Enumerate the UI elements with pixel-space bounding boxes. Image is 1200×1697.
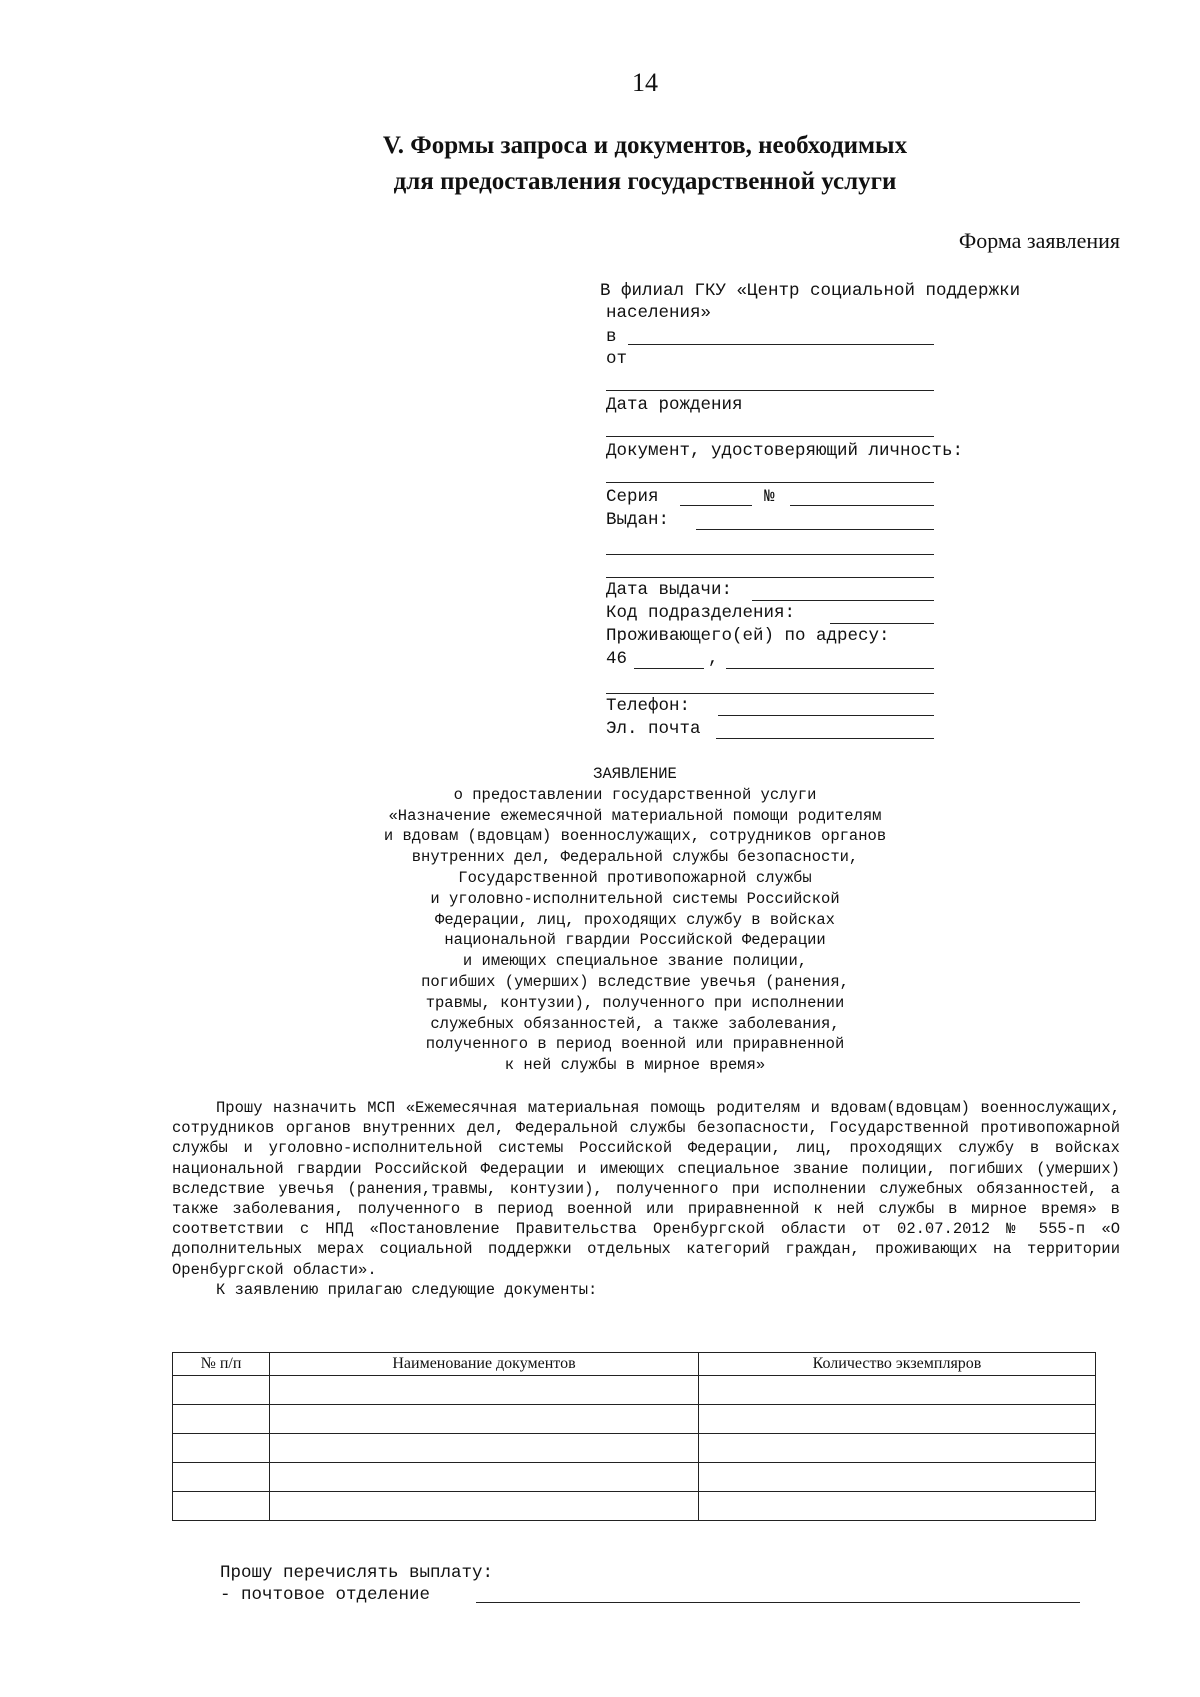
table-cell[interactable] xyxy=(173,1376,270,1405)
from-field-line[interactable] xyxy=(606,390,934,391)
statement-line: «Назначение ежемесячной материальной помощи родителям xyxy=(388,806,882,825)
id-document-label: Документ, удостоверяющий личность: xyxy=(606,441,964,461)
recipient-line-1: В филиал ГКУ «Центр социальной поддержки xyxy=(600,281,1021,301)
statement-subject xyxy=(0,785,1200,1076)
table-row xyxy=(173,1405,1096,1434)
address-field-line-1[interactable] xyxy=(726,668,934,669)
in-field-line[interactable] xyxy=(628,344,934,345)
statement-line: внутренних дел, Федеральной службы безопасности, xyxy=(411,848,859,867)
series-label: Серия xyxy=(606,487,659,507)
payout-postal-label: - почтовое отделение xyxy=(220,1585,431,1605)
table-row xyxy=(173,1434,1096,1463)
division-code-label: Код подразделения: xyxy=(606,603,796,623)
table-cell[interactable] xyxy=(699,1405,1096,1434)
request-paragraph: Прошу назначить МСП «Ежемесячная материальная помощь родителям и вдовам(вдовцам) военнослужащих, сотрудников органов внутренних дел, Федеральной службы безопасности, Государственной противопожарной службы и уголовно-исполнительной системы Российской Федерации, лиц, проходящих службу в войсках национальной гвардии Российской Федерации и имеющих специальное звание полиции, погибших (умерших) вследствие увечья (ранения,травмы, контузии), полученного при исполнении служебных обязанностей, а также заболевания, полученного в период военной или приравненной к ней службы в мирное время» в соответствии с НПД «Постановление Правительства Оренбургской области от 02.07.2012 № 555-п «О дополнительных мерах социальной поддержки отдельных категорий граждан, проживающих на территории Оренбургской области». xyxy=(172,1099,1120,1279)
table-cell[interactable] xyxy=(699,1463,1096,1492)
number-field-line[interactable] xyxy=(790,505,934,506)
phone-label: Телефон: xyxy=(606,696,691,716)
statement-line: погибших (умерших) вследствие увечья (ранения, xyxy=(421,972,849,991)
issue-date-label: Дата выдачи: xyxy=(606,580,733,600)
column-header-number: № п/п xyxy=(173,1353,270,1376)
table-cell[interactable] xyxy=(270,1463,699,1492)
issued-by-label: Выдан: xyxy=(606,510,670,530)
email-label: Эл. почта xyxy=(606,719,701,739)
birth-date-field-line[interactable] xyxy=(606,436,934,437)
postal-prefix-label: 46 xyxy=(606,649,628,669)
title-line-2: для предоставления государственной услуги xyxy=(393,168,897,195)
statement-title: ЗАЯВЛЕНИЕ xyxy=(593,765,677,783)
table-cell[interactable] xyxy=(270,1492,699,1521)
statement-heading xyxy=(0,764,1200,1076)
attachments-intro: К заявлению прилагаю следующие документы: xyxy=(216,1280,598,1299)
issued-by-field-line-1[interactable] xyxy=(696,529,934,530)
table-cell[interactable] xyxy=(270,1405,699,1434)
issued-by-field-line-3[interactable] xyxy=(606,577,934,578)
statement-line: Федерации, лиц, проходящих службу в войсках xyxy=(435,910,835,929)
table-cell[interactable] xyxy=(270,1434,699,1463)
postal-separator: , xyxy=(708,649,719,669)
table-row xyxy=(173,1376,1096,1405)
table-cell[interactable] xyxy=(173,1405,270,1434)
statement-line: о предоставлении государственной услуги xyxy=(453,785,817,804)
in-label: в xyxy=(606,327,617,347)
table-cell[interactable] xyxy=(270,1376,699,1405)
statement-line: и имеющих специальное звание полиции, xyxy=(462,952,808,971)
column-header-name: Наименование документов xyxy=(270,1353,699,1376)
issued-by-field-line-2[interactable] xyxy=(606,554,934,555)
statement-line: полученного в период военной или приравненной xyxy=(425,1035,845,1054)
title-line-1: V. Формы запроса и документов, необходимых xyxy=(382,132,908,159)
statement-line: и вдовам (вдовцам) военнослужащих, сотрудников органов xyxy=(383,827,887,846)
statement-line: и уголовно-исполнительной системы Российской xyxy=(430,889,840,908)
table-cell[interactable] xyxy=(699,1492,1096,1521)
table-cell[interactable] xyxy=(699,1434,1096,1463)
residing-label: Проживающего(ей) по адресу: xyxy=(606,626,890,646)
id-document-field-line[interactable] xyxy=(606,482,934,483)
page-number: 14 xyxy=(632,68,658,97)
page-title xyxy=(0,128,1200,200)
table-row xyxy=(173,1463,1096,1492)
address-field-line-2[interactable] xyxy=(606,693,934,694)
issue-date-field-line[interactable] xyxy=(752,600,934,601)
payout-intro: Прошу перечислять выплату: xyxy=(220,1563,494,1583)
form-label: Форма заявления xyxy=(958,228,1120,253)
column-header-quantity: Количество экземпляров xyxy=(699,1353,1096,1376)
table-cell[interactable] xyxy=(699,1376,1096,1405)
table-row xyxy=(173,1492,1096,1521)
number-label: № xyxy=(764,487,775,507)
postal-office-field-line[interactable] xyxy=(476,1602,1080,1603)
documents-table xyxy=(172,1352,1096,1521)
recipient-line-2: населения» xyxy=(606,303,712,323)
request-body xyxy=(172,1098,1120,1300)
phone-field-line[interactable] xyxy=(718,715,934,716)
statement-line: служебных обязанностей, а также заболевания, xyxy=(430,1014,840,1033)
statement-line: травмы, контузии), полученного при исполнении xyxy=(425,993,845,1012)
email-field-line[interactable] xyxy=(716,738,934,739)
statement-line: Государственной противопожарной службы xyxy=(458,868,812,887)
table-header-row xyxy=(173,1353,1096,1376)
statement-line: к ней службы в мирное время» xyxy=(504,1056,766,1075)
birth-date-label: Дата рождения xyxy=(606,395,743,415)
statement-line: национальной гвардии Российской Федерации xyxy=(444,931,826,950)
table-cell[interactable] xyxy=(173,1463,270,1492)
series-field-line[interactable] xyxy=(680,505,752,506)
postal-code-field-line[interactable] xyxy=(634,668,704,669)
division-code-field-line[interactable] xyxy=(830,623,934,624)
from-label: от xyxy=(606,349,628,369)
table-cell[interactable] xyxy=(173,1492,270,1521)
table-cell[interactable] xyxy=(173,1434,270,1463)
